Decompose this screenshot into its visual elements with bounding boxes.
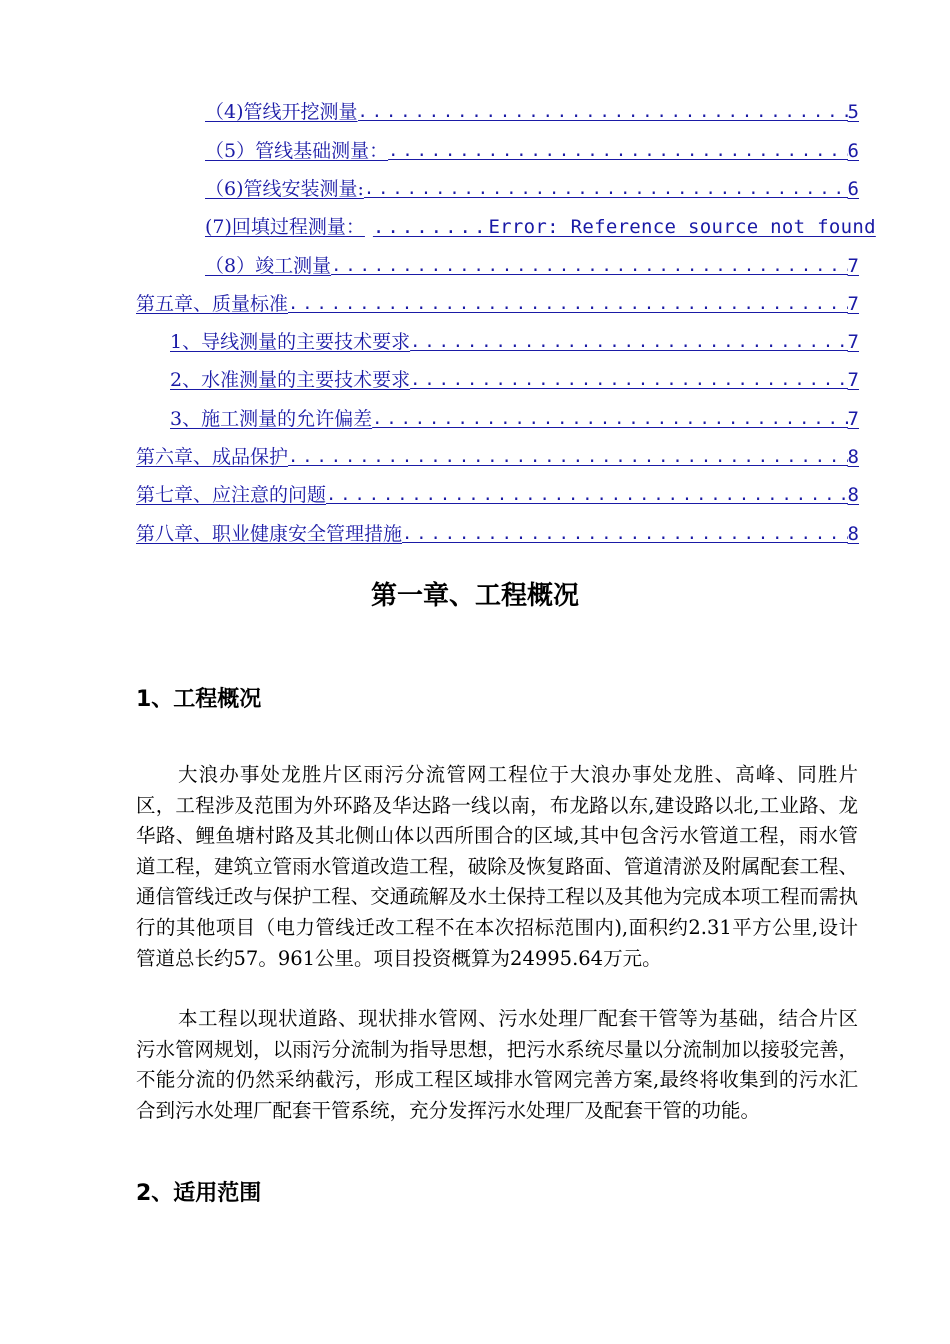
toc-entry-page: 8 <box>847 523 859 545</box>
toc-dot-leader <box>331 254 847 278</box>
toc-entry-label: 2、水准测量的主要技术要求 <box>170 369 411 391</box>
toc-entry-page: 7 <box>847 255 859 277</box>
section-heading-scope: 2、适用范围 <box>136 1181 262 1206</box>
toc-entry-8-completion-survey[interactable] <box>205 252 859 278</box>
toc-entry-6-installation-survey[interactable] <box>205 175 859 201</box>
toc-dot-leader <box>288 292 848 316</box>
toc-entry-label: (7)回填过程测量： <box>205 216 365 238</box>
toc-entry-chapter-5[interactable] <box>136 290 859 316</box>
toc-entry-page: 7 <box>847 369 859 391</box>
toc-dot-leader <box>288 445 848 469</box>
toc-entry-5-foundation-survey[interactable] <box>205 137 859 163</box>
toc-dot-leader <box>410 330 847 354</box>
toc-entry-5-1[interactable] <box>170 328 859 354</box>
toc-entry-7-backfill-survey[interactable] <box>205 213 876 239</box>
toc-entry-5-2[interactable] <box>170 366 859 392</box>
toc-dot-leader <box>402 522 848 546</box>
toc-entry-label: 第八章、职业健康安全管理措施 <box>136 523 403 545</box>
toc-entry-page: 6 <box>847 140 859 162</box>
toc-entry-label: 第七章、应注意的问题 <box>136 484 327 506</box>
toc-entry-chapter-7[interactable] <box>136 481 859 507</box>
toc-dot-leader <box>410 368 847 392</box>
toc-entry-page: 7 <box>847 331 859 353</box>
toc-entry-5-3[interactable] <box>170 405 859 431</box>
toc-dot-leader <box>364 177 848 201</box>
body-paragraph-approach: 本工程以现状道路、现状排水管网、污水处理厂配套干管等为基础，结合片区污水管网规划，以雨污分流制为指导思想，把污水系统尽量以分流制加以接驳完善，不能分流的仍然采纳截污，形成工程区域排水管网完善方案,最终将收集到的污水汇合到污水处理厂配套干管系统，充分发挥污水处理厂及配套干管的功能。 <box>136 1007 858 1122</box>
toc-error-message: Error: Reference source not found <box>488 216 876 238</box>
toc-entry-label: （4)管线开挖测量 <box>205 101 358 123</box>
toc-entry-page: 8 <box>847 446 859 468</box>
toc-entry-page: 5 <box>847 101 859 123</box>
section-heading-overview: 1、工程概况 <box>136 687 262 712</box>
toc-entry-label: （6)管线安装测量: <box>205 178 364 200</box>
toc-entry-label: 第六章、成品保护 <box>136 446 289 468</box>
toc-entry-4-trench-survey[interactable] <box>205 98 859 124</box>
toc-entry-chapter-6[interactable] <box>136 443 859 469</box>
toc-entry-label: 3、施工测量的允许偏差 <box>170 408 373 430</box>
toc-entry-page: 7 <box>847 293 859 315</box>
toc-dot-leader: ........ <box>372 216 489 238</box>
toc-entry-label: 第五章、质量标准 <box>136 293 289 315</box>
toc-dot-leader <box>326 483 848 507</box>
body-paragraph-overview: 大浪办事处龙胜片区雨污分流管网工程位于大浪办事处龙胜、高峰、同胜片区，工程涉及范围为外环路及华达路一线以南，布龙路以东,建设路以北,工业路、龙华路、鲤鱼塘村路及其北侧山体以西所围合的区域,其中包含污水管道工程，雨水管道工程，建筑立管雨水管道改造工程，破除及恢复路面、管道清淤及附属配套工程、通信管线迁改与保护工程、交通疏解及水土保持工程以及其他为完成本项工程而需执行的其他项目（电力管线迁改工程不在本次招标范围内),面积约2.31平方公里,设计管道总长约57。961公里。项目投资概算为24995.64万元。 <box>136 763 858 970</box>
toc-entry-label: 1、导线测量的主要技术要求 <box>170 331 411 353</box>
chapter-title: 第一章、工程概况 <box>370 581 579 611</box>
toc-entry-label: （5）管线基础测量： <box>205 140 389 162</box>
toc-entry-chapter-8[interactable] <box>136 520 859 546</box>
toc-entry-page: 8 <box>847 484 859 506</box>
toc-dot-leader <box>372 407 847 431</box>
toc-dot-leader <box>388 139 847 163</box>
toc-entry-page: 6 <box>847 178 859 200</box>
toc-entry-page: 7 <box>847 408 859 430</box>
toc-dot-leader <box>358 100 848 124</box>
toc-entry-label: （8）竣工测量 <box>205 255 332 277</box>
toc-reference-error <box>365 215 876 239</box>
